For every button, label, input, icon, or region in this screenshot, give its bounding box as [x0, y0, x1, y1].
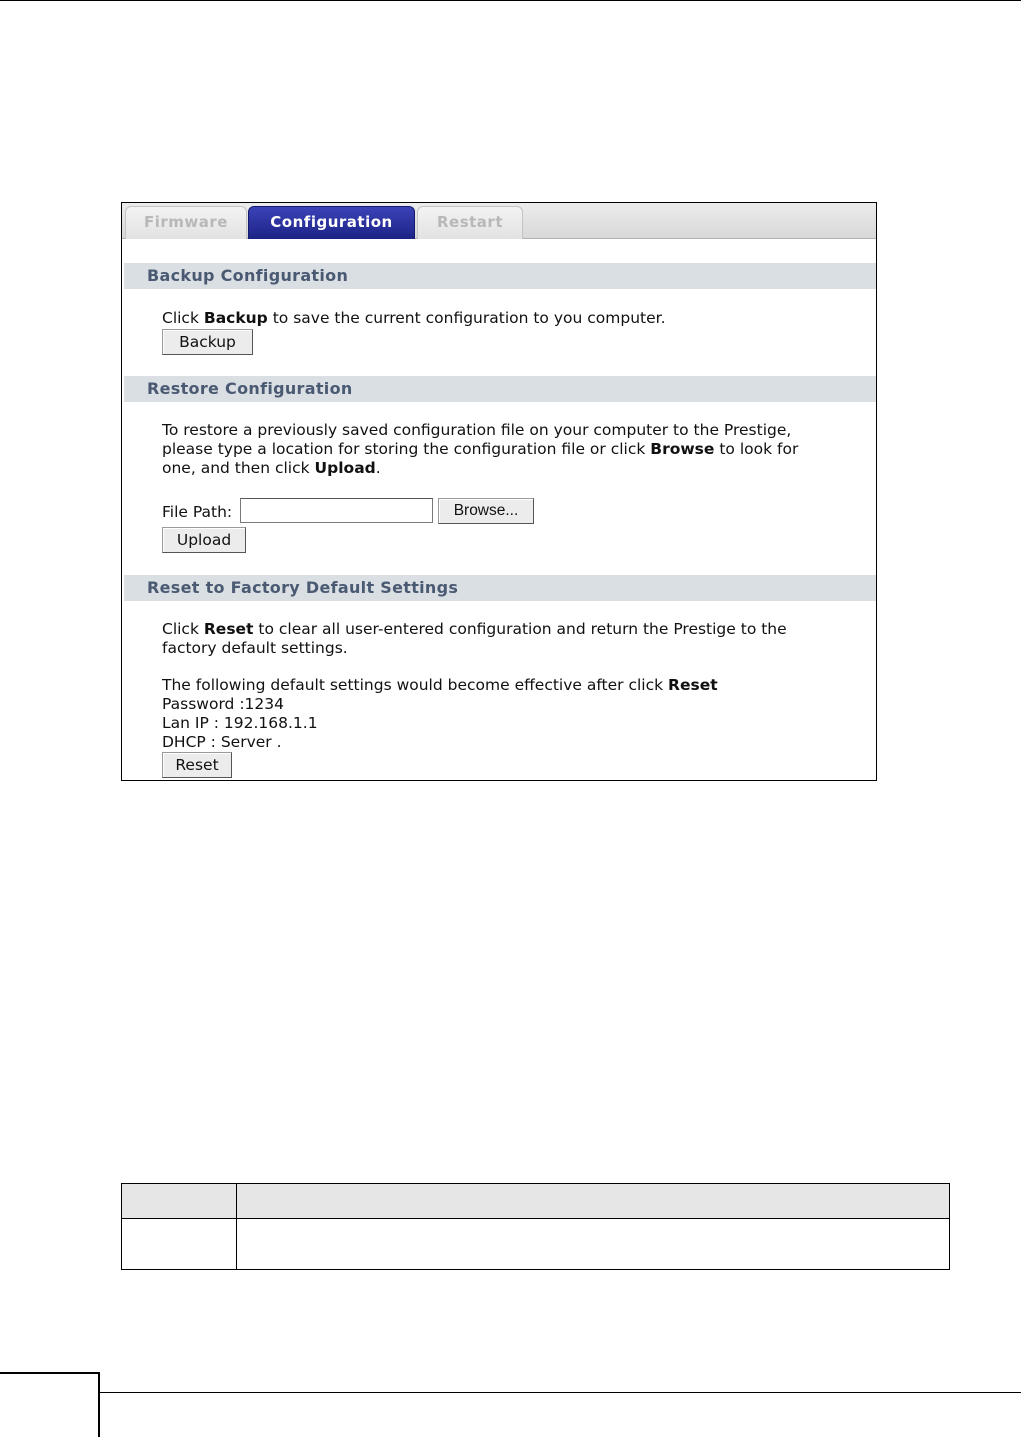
reset-line1-text: Click: [162, 620, 204, 638]
restore-desc-line1: To restore a previously saved configuration file on your computer to the Prestige,: [162, 421, 792, 439]
backup-button[interactable]: Backup: [162, 329, 253, 355]
tab-firmware[interactable]: Firmware: [125, 206, 247, 239]
default-password: Password :1234: [162, 695, 284, 713]
upload-button[interactable]: Upload: [162, 527, 246, 553]
tab-restart[interactable]: Restart: [417, 206, 523, 239]
restore-line3-bold: Upload: [314, 459, 376, 477]
restore-line2-bold: Browse: [650, 440, 715, 458]
restore-line3-text: one, and then click: [162, 459, 315, 477]
backup-desc-text: Click: [162, 309, 204, 327]
restore-desc-line3: [162, 459, 381, 478]
tab-bar: [122, 203, 876, 239]
reset-effective-text: The following default settings would become effective after click: [162, 676, 669, 694]
empty-table: [121, 1183, 950, 1270]
browse-button[interactable]: Browse...: [438, 498, 534, 524]
restore-line3-text-end: .: [375, 459, 381, 477]
backup-desc-text-end: to save the current configuration to you computer.: [267, 309, 666, 327]
default-lan-ip: Lan IP : 192.168.1.1: [162, 714, 318, 732]
reset-desc-line2: factory default settings.: [162, 639, 348, 657]
reset-effective-bold: Reset: [668, 676, 718, 694]
reset-desc-line1: [162, 620, 787, 639]
file-path-input[interactable]: [240, 498, 433, 523]
footer-rule: [100, 1392, 1021, 1393]
backup-section-heading: Backup Configuration: [124, 263, 876, 289]
reset-section-heading: Reset to Factory Default Settings: [124, 575, 876, 601]
table-column-divider: [236, 1184, 237, 1269]
reset-button[interactable]: Reset: [162, 752, 232, 778]
default-dhcp: DHCP : Server .: [162, 733, 282, 751]
restore-section-heading: Restore Configuration: [124, 376, 876, 402]
backup-description: [162, 309, 666, 328]
file-path-label: File Path:: [162, 503, 233, 521]
page-top-rule: [0, 0, 1021, 1]
backup-desc-bold: Backup: [203, 309, 268, 327]
page-number-box: [0, 1372, 100, 1437]
restore-desc-line2: [162, 440, 798, 459]
maintenance-panel: [121, 202, 877, 781]
table-header-row: [122, 1184, 949, 1219]
reset-line1-text-end: to clear all user-entered configuration and return the Prestige to the: [253, 620, 787, 638]
reset-effective-line: [162, 676, 718, 695]
reset-line1-bold: Reset: [203, 620, 254, 638]
restore-line2-text: please type a location for storing the configuration file or click: [162, 440, 651, 458]
tab-configuration[interactable]: Configuration: [248, 206, 415, 239]
restore-line2-text-end: to look for: [714, 440, 799, 458]
